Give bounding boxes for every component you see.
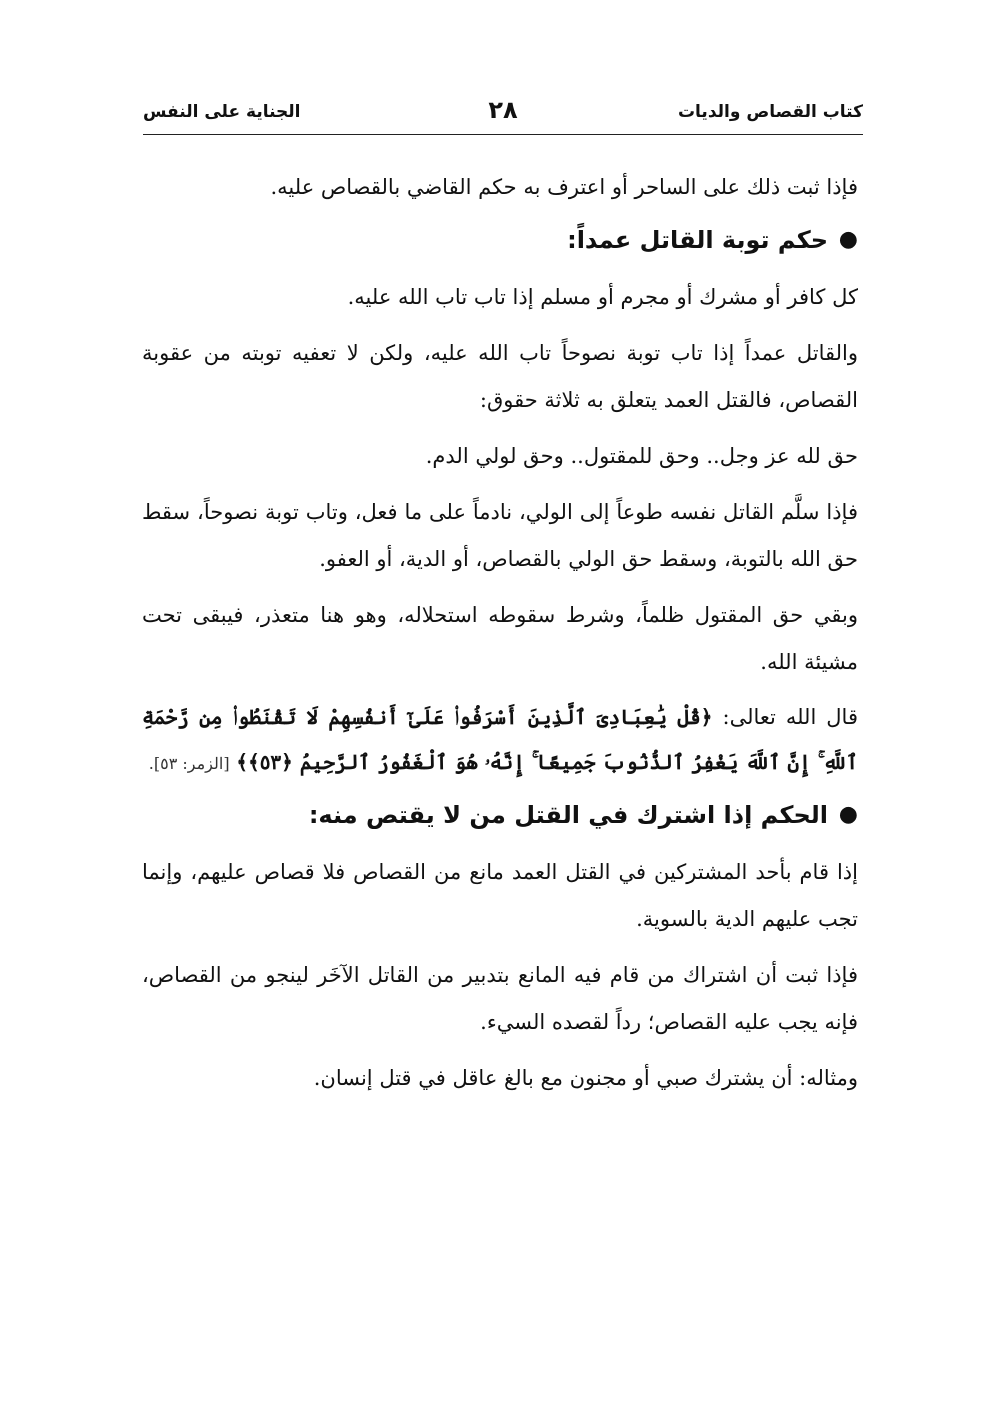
bullet-icon: ● (838, 227, 858, 252)
quran-citation (142, 695, 858, 786)
quran-reference: [الزمر: ٥٣]. (148, 754, 230, 773)
section-heading-text: حكم توبة القاتل عمداً: (567, 226, 828, 254)
paragraph: ومثاله: أن يشترك صبي أو مجنون مع بالغ عاقل في قتل إنسان. (313, 1066, 858, 1090)
paragraph: وبقي حق المقتول ظلماً، وشرط سقوطه استحلاله، وهو هنا متعذر، فيبقى تحت مشيئة الله. (142, 603, 858, 674)
book-title: كتاب القصاص والديات (677, 102, 863, 122)
paragraph: فإذا سلَّم القاتل نفسه طوعاً إلى الولي، نادماً على ما فعل، وتاب توبة نصوحاً، سقط حق الله بالتوبة، وسقط حق الولي بالقصاص، أو الدية، أو العفو. (142, 500, 858, 571)
body-text (142, 164, 858, 1111)
section-heading (142, 795, 858, 835)
paragraph: فإذا ثبت ذلك على الساحر أو اعترف به حكم القاضي بالقصاص عليه. (270, 175, 858, 199)
section-heading (142, 220, 858, 260)
page-number: ٢٨ (488, 96, 518, 124)
paragraph: فإذا ثبت أن اشتراك من قام فيه المانع بتدبير من القاتل الآخَر لينجو من القصاص، فإنه يجب عليه القصاص؛ رداً لقصده السيء. (142, 963, 858, 1034)
quran-verse: ﴿قُلْ يَٰعِبَادِىَ ٱلَّذِينَ أَسْرَفُوا۟ عَلَىٰٓ أَنفُسِهِمْ لَا تَقْنَطُوا۟ مِن رَّحْمَةِ ٱللَّهِ ۚ إِنَّ ٱللَّهَ يَغْفِرُ ٱلذُّنُوبَ جَمِيعًا ۚ إِنَّهُۥ هُوَ ٱلْغَفُورُ ٱلرَّحِيمُ ﴿٥٣﴾﴾ (142, 705, 858, 774)
header-divider (143, 134, 863, 135)
paragraph: حق لله عز وجل.. وحق للمقتول.. وحق لولي الدم. (425, 444, 858, 468)
chapter-title: الجناية على النفس (143, 102, 301, 122)
running-header (143, 96, 863, 130)
section-heading-text: الحكم إذا اشترك في القتل من لا يقتص منه: (308, 801, 828, 829)
paragraph: والقاتل عمداً إذا تاب توبة نصوحاً تاب الله عليه، ولكن لا تعفيه توبته من عقوبة القصاص، فالقتل العمد يتعلق به ثلاثة حقوق: (142, 341, 858, 412)
bullet-icon: ● (838, 802, 858, 827)
paragraph: كل كافر أو مشرك أو مجرم أو مسلم إذا تاب تاب الله عليه. (347, 285, 858, 309)
paragraph: إذا قام بأحد المشتركين في القتل العمد مانع من القصاص فلا قصاص عليهم، وإنما تجب عليهم الدية بالسوية. (142, 860, 858, 931)
quran-intro: قال الله تعالى: (722, 705, 858, 729)
